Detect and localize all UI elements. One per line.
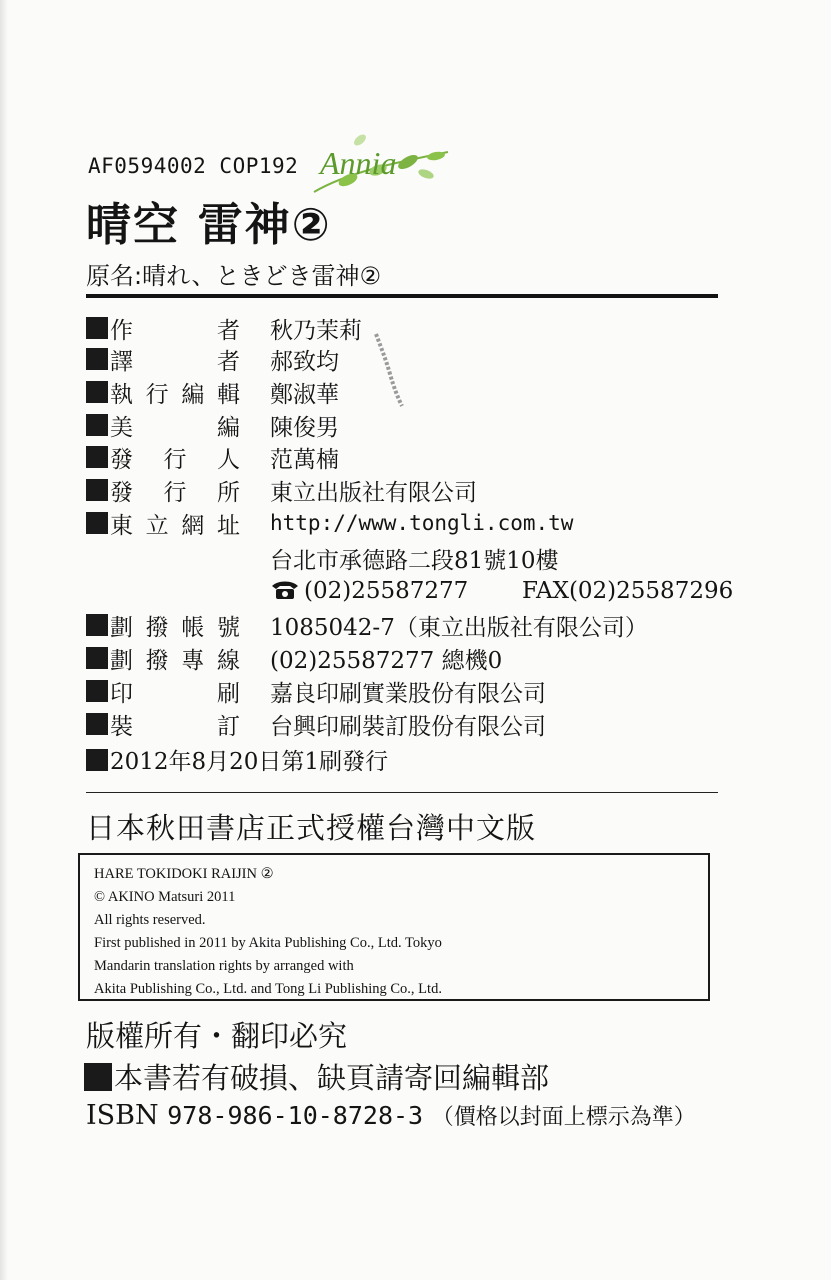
- credit-row-postal-hotline: [86, 642, 503, 674]
- credit-value: 1085042-7（東立出版社有限公司）: [270, 614, 648, 641]
- credit-label: 發行人: [110, 446, 240, 473]
- license-statement: 日本秋田書店正式授權台灣中文版: [86, 811, 537, 845]
- credit-value: 陳俊男: [270, 414, 339, 441]
- credit-row-printer: [86, 675, 546, 707]
- isbn-number: 978-986-10-8728-3: [167, 1101, 424, 1130]
- book-title: 晴空 雷神②: [86, 198, 332, 251]
- isbn-price-note: （價格以封面上標示為準）: [431, 1105, 696, 1130]
- credit-value: 秋乃茉莉: [270, 317, 362, 344]
- phone-line: [270, 578, 468, 604]
- bullet-square: [86, 647, 108, 669]
- credit-value: (02)25587277 總機0: [270, 647, 503, 674]
- credit-value: 鄭淑華: [270, 381, 339, 408]
- bullet-square: [86, 348, 108, 370]
- credit-row-website: [86, 507, 574, 539]
- svg-text:Annia: Annia: [320, 145, 397, 181]
- publication-date-row: [86, 743, 388, 776]
- credit-row-postal-account: [86, 609, 648, 641]
- return-notice: 本書若有破損、缺頁請寄回編輯部: [114, 1061, 550, 1095]
- publication-date: 2012年8月20日第1刷發行: [110, 749, 389, 775]
- credit-row-binder: [86, 708, 546, 740]
- english-title: HARE TOKIDOKI RAIJIN ②: [94, 866, 274, 882]
- bullet-square: [86, 614, 108, 636]
- credit-row-executive-editor: [86, 376, 339, 408]
- credit-row-art-editor: [86, 409, 339, 441]
- section-divider: [86, 792, 718, 793]
- credit-label: 劃撥專線: [110, 647, 240, 674]
- title-rule: [86, 294, 718, 298]
- paper-scratch-mark: [372, 330, 406, 410]
- credit-label: 印 刷: [110, 680, 240, 707]
- credit-value: 范萬楠: [270, 446, 339, 473]
- credit-label: 裝 訂: [110, 713, 240, 740]
- credit-label: 作 者: [110, 317, 240, 344]
- credit-value: 東立出版社有限公司: [270, 479, 477, 506]
- credit-label: 東立網址: [110, 512, 240, 539]
- bullet-square: [86, 381, 108, 403]
- website-url: http://www.tongli.com.tw: [270, 511, 574, 535]
- credit-row-translator: [86, 343, 339, 375]
- translation-rights-line: Mandarin translation rights by arranged with: [94, 958, 354, 974]
- credit-row-publisher: [86, 441, 339, 473]
- rights-reserved-line: All rights reserved.: [94, 912, 206, 928]
- bullet-square: [86, 680, 108, 702]
- credit-label: 劃撥帳號: [110, 614, 240, 641]
- all-rights-notice: 版權所有・翻印必究: [86, 1019, 348, 1053]
- bullet-square: [86, 317, 108, 339]
- isbn-line: [86, 1100, 696, 1131]
- address-line: 台北市承德路二段81號10樓: [270, 548, 559, 574]
- fax-number: FAX(02)25587296: [522, 578, 734, 604]
- credit-label: 譯 者: [110, 348, 240, 375]
- return-notice-row: [84, 1056, 549, 1097]
- copyright-line: © AKINO Matsuri 2011: [94, 889, 236, 905]
- english-copyright-box: [78, 853, 710, 1001]
- credit-label: 發行所: [110, 479, 240, 506]
- credit-label: 美 編: [110, 414, 240, 441]
- phone-number: (02)25587277: [304, 578, 469, 604]
- bullet-square: [84, 1063, 112, 1091]
- bullet-square: [86, 713, 108, 735]
- credit-value: 嘉良印刷實業股份有限公司: [270, 680, 546, 707]
- original-title: 原名:晴れ、ときどき雷神②: [86, 262, 382, 290]
- publishers-line: Akita Publishing Co., Ltd. and Tong Li Publishing Co., Ltd.: [94, 981, 442, 997]
- credit-value: 郝致均: [270, 348, 339, 375]
- bullet-square: [86, 446, 108, 468]
- bullet-square: [86, 414, 108, 436]
- catalog-codes: AF0594002 COP192: [88, 154, 299, 178]
- credit-label: 執行編輯: [110, 381, 240, 408]
- first-published-line: First published in 2011 by Akita Publishing Co., Ltd. Tokyo: [94, 935, 442, 951]
- credit-value: 台興印刷裝訂股份有限公司: [270, 713, 546, 740]
- page-edge-shadow: [0, 0, 8, 1280]
- telephone-icon: [270, 580, 300, 600]
- bullet-square: [86, 512, 108, 534]
- credit-row-publishing-house: [86, 474, 477, 506]
- bullet-square: [86, 479, 108, 501]
- credit-row-author: [86, 312, 362, 344]
- isbn-label: ISBN: [86, 1100, 159, 1131]
- bullet-square: [86, 749, 108, 771]
